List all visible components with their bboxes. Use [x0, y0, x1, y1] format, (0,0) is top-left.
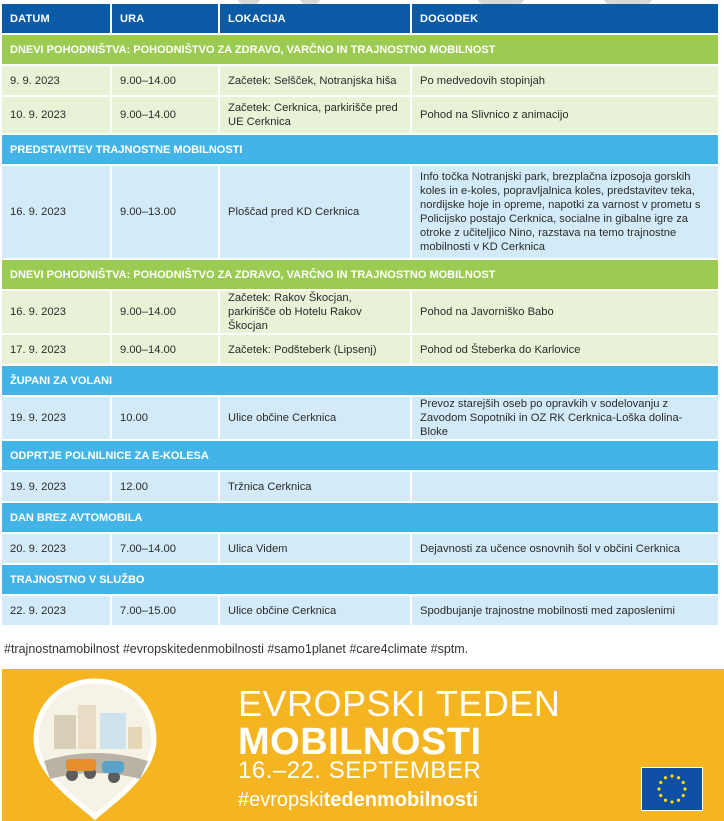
banner-title-line1: EVROPSKI TEDEN — [238, 683, 561, 724]
eu-flag-icon — [641, 767, 703, 811]
table-row — [2, 291, 720, 335]
section-header-row — [2, 565, 720, 596]
header-lokacija: LOKACIJA — [220, 4, 412, 35]
cell-ura: 9.00–14.00 — [112, 66, 220, 97]
eu-star-icon — [682, 794, 685, 797]
cell-dogodek: Po medvedovih stopinjah — [412, 66, 720, 97]
banner-hashtag-prefix: #evropski — [238, 789, 324, 811]
cell-dogodek: Dejavnosti za učence osnovnih šol v občini Cerknica — [412, 534, 720, 565]
cell-ura: 9.00–14.00 — [112, 335, 220, 366]
banner-hashtag — [238, 789, 478, 812]
campaign-banner — [2, 669, 724, 821]
eu-star-icon — [657, 787, 660, 790]
location-pin-illustration-icon — [30, 675, 160, 821]
section-title: PREDSTAVITEV TRAJNOSTNE MOBILNOSTI — [2, 135, 720, 166]
header-dogodek: DOGODEK — [412, 4, 720, 35]
table-row — [2, 66, 720, 97]
cell-ura: 9.00–13.00 — [112, 166, 220, 260]
cell-lokacija: Začetek: Rakov Škocjan, parkirišče ob Hotelu Rakov Škocjan — [220, 291, 412, 335]
cell-ura: 12.00 — [112, 472, 220, 503]
table-body — [2, 35, 720, 627]
eu-star-icon — [659, 794, 662, 797]
cell-lokacija: Začetek: Selšček, Notranjska hiša — [220, 66, 412, 97]
banner-title-line2: MOBILNOSTI — [238, 721, 482, 763]
banner-dates: 16.–22. SEPTEMBER — [238, 757, 482, 784]
hashtags-line: #trajnostnamobilnost #evropskitedenmobilnosti #samo1planet #care4climate #sptm. — [4, 642, 469, 656]
cell-lokacija: Tržnica Cerknica — [220, 472, 412, 503]
cell-lokacija: Ploščad pred KD Cerknica — [220, 166, 412, 260]
cell-datum: 17. 9. 2023 — [2, 335, 112, 366]
header-ura: URA — [112, 4, 220, 35]
section-title: ODPRTJE POLNILNICE ZA E-KOLESA — [2, 441, 720, 472]
cell-ura: 7.00–15.00 — [112, 596, 220, 627]
cell-lokacija: Začetek: Cerknica, parkirišče pred UE Cerknica — [220, 97, 412, 135]
section-header-row — [2, 441, 720, 472]
cell-lokacija: Ulice občine Cerknica — [220, 397, 412, 441]
cell-lokacija: Začetek: Podšteberk (Lipsenj) — [220, 335, 412, 366]
table-row — [2, 166, 720, 260]
cell-dogodek: Spodbujanje trajnostne mobilnosti med zaposlenimi — [412, 596, 720, 627]
eu-star-icon — [677, 776, 680, 779]
eu-star-icon — [670, 774, 673, 777]
section-header-row — [2, 366, 720, 397]
cell-datum: 19. 9. 2023 — [2, 472, 112, 503]
table-row — [2, 397, 720, 441]
cell-datum: 9. 9. 2023 — [2, 66, 112, 97]
table-row — [2, 472, 720, 503]
cell-ura: 10.00 — [112, 397, 220, 441]
cell-datum: 16. 9. 2023 — [2, 166, 112, 260]
cell-ura: 7.00–14.00 — [112, 534, 220, 565]
section-title: DNEVI POHODNIŠTVA: POHODNIŠTVO ZA ZDRAVO, VARČNO IN TRAJNOSTNO MOBILNOST — [2, 260, 720, 291]
cell-ura: 9.00–14.00 — [112, 291, 220, 335]
eu-star-icon — [664, 776, 667, 779]
eu-star-icon — [677, 799, 680, 802]
cell-dogodek: Pohod od Šteberka do Karlovice — [412, 335, 720, 366]
cell-lokacija: Ulica Videm — [220, 534, 412, 565]
eu-star-icon — [664, 799, 667, 802]
cell-datum: 19. 9. 2023 — [2, 397, 112, 441]
cell-dogodek: Pohod na Javorniško Babo — [412, 291, 720, 335]
table-row — [2, 97, 720, 135]
cell-datum: 10. 9. 2023 — [2, 97, 112, 135]
eu-star-icon — [683, 787, 686, 790]
cell-dogodek: Pohod na Slivnico z animacijo — [412, 97, 720, 135]
section-title: DAN BREZ AVTOMOBILA — [2, 503, 720, 534]
table-row — [2, 335, 720, 366]
cell-dogodek — [412, 472, 720, 503]
eu-star-icon — [670, 800, 673, 803]
table-header-row — [2, 4, 720, 35]
section-header-row — [2, 260, 720, 291]
section-title: DNEVI POHODNIŠTVA: POHODNIŠTVO ZA ZDRAVO, VARČNO IN TRAJNOSTNO MOBILNOST — [2, 35, 720, 66]
eu-star-icon — [682, 781, 685, 784]
section-title: TRAJNOSTNO V SLUŽBO — [2, 565, 720, 596]
table-row — [2, 534, 720, 565]
cell-dogodek: Prevoz starejših oseb po opravkih v sodelovanju z Zavodom Sopotniki in OZ RK Cerknica-Loška dolina-Bloke — [412, 397, 720, 441]
section-title: ŽUPANI ZA VOLANI — [2, 366, 720, 397]
cell-datum: 20. 9. 2023 — [2, 534, 112, 565]
cell-ura: 9.00–14.00 — [112, 97, 220, 135]
cell-dogodek: Info točka Notranjski park, brezplačna izposoja gorskih koles in e-koles, popravljalnica koles, predstavitev teka, nordijske hoje in opreme, napotki za varnost v prometu s Policijsko postajo Cerknica, socialne in gibalne igre za otroke z učiteljico Nino, razstava na temo trajnostne mobilnosti v KD Cerknica — [412, 166, 720, 260]
table-row — [2, 596, 720, 627]
eu-star-icon — [659, 781, 662, 784]
banner-hashtag-bold: tedenmobilnosti — [323, 789, 479, 811]
cell-datum: 22. 9. 2023 — [2, 596, 112, 627]
event-schedule-table — [2, 4, 720, 627]
section-header-row — [2, 135, 720, 166]
section-header-row — [2, 35, 720, 66]
header-datum: DATUM — [2, 4, 112, 35]
cell-datum: 16. 9. 2023 — [2, 291, 112, 335]
cell-lokacija: Ulice občine Cerknica — [220, 596, 412, 627]
section-header-row — [2, 503, 720, 534]
